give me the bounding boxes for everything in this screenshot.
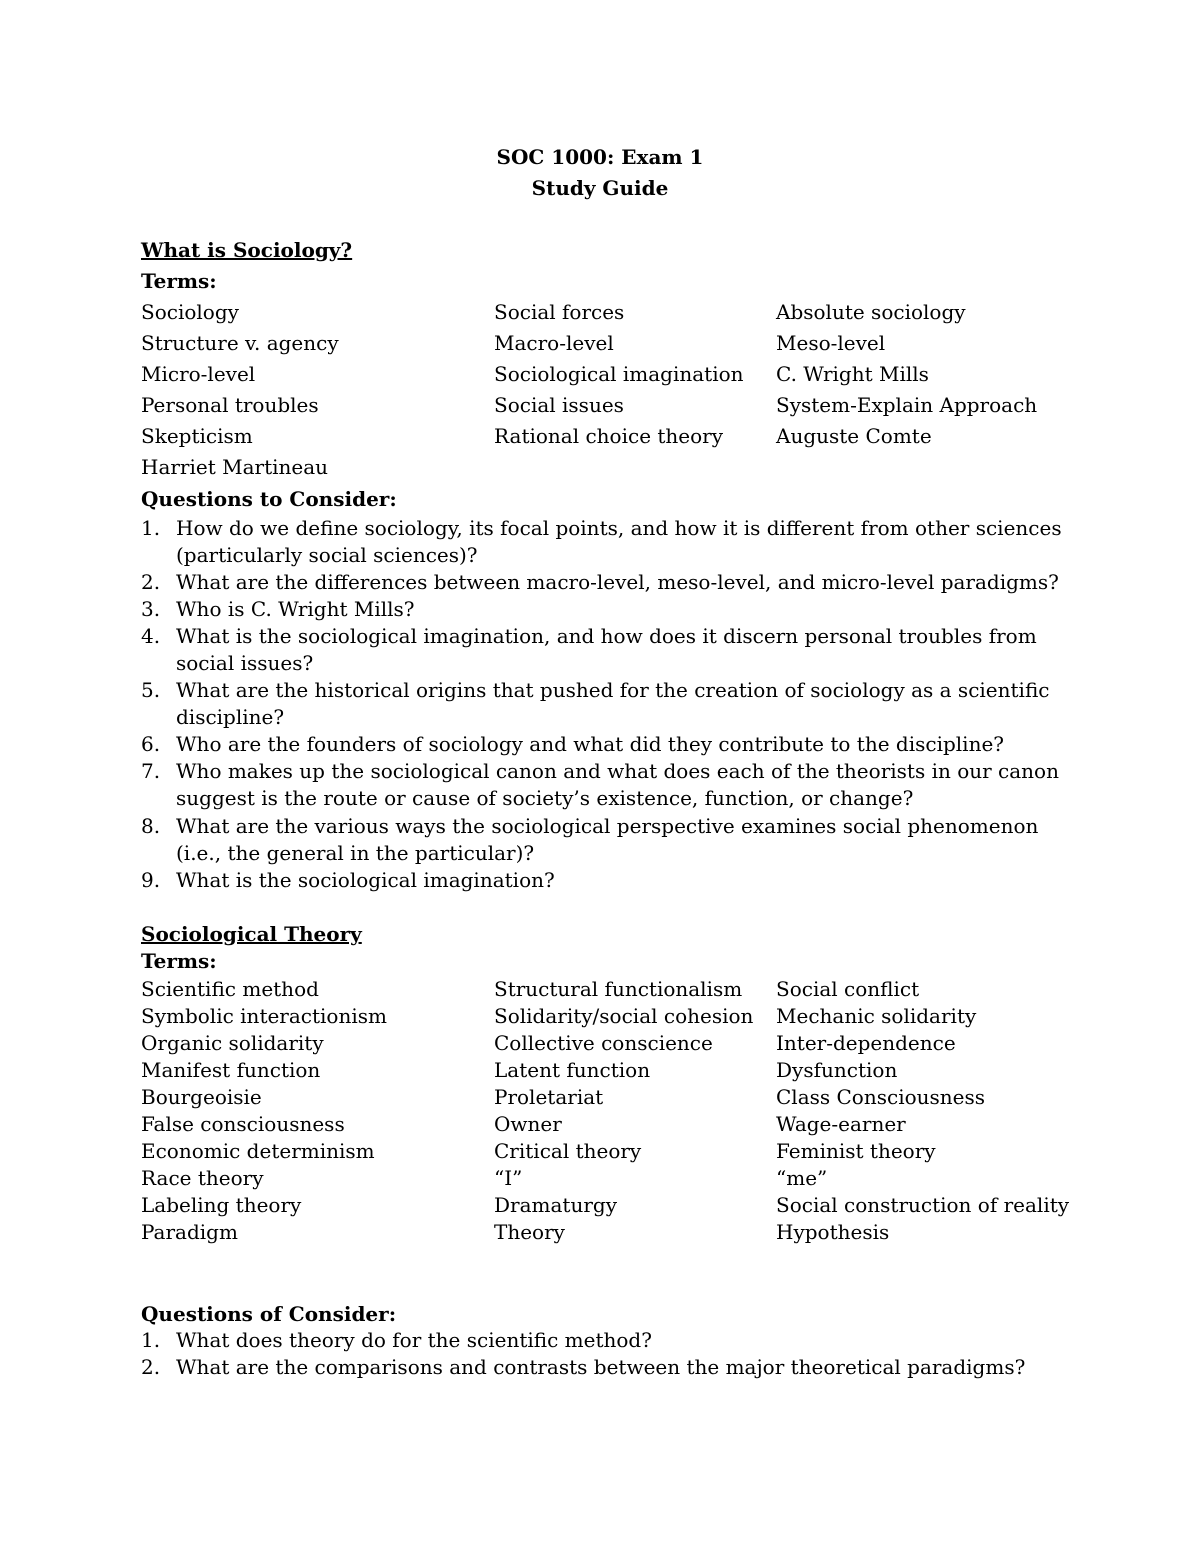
question-number: 2. <box>141 1355 161 1379</box>
term-item: “I” <box>494 1166 523 1190</box>
question-number: 3. <box>141 597 161 621</box>
term-item: Inter-dependence <box>776 1031 956 1055</box>
term-item: Theory <box>494 1220 565 1244</box>
term-item: “me” <box>776 1166 828 1190</box>
terms-label: Terms: <box>141 949 217 973</box>
term-item: Structural functionalism <box>494 977 743 1001</box>
terms-label: Terms: <box>141 269 217 293</box>
term-item: System-Explain Approach <box>776 393 1038 417</box>
question-item <box>141 569 1071 596</box>
term-item: Macro-level <box>494 331 614 355</box>
question-item <box>141 731 1071 758</box>
term-item: Personal troubles <box>141 393 319 417</box>
question-text: How do we define sociology, its focal points, and how it is different from other sciences (particularly social sciences)? <box>176 516 1062 567</box>
question-text: What is the sociological imagination, and how does it discern personal troubles from social issues? <box>176 624 1037 675</box>
question-item <box>141 596 1071 623</box>
term-item: Social construction of reality <box>776 1193 1070 1217</box>
question-number: 1. <box>141 516 161 540</box>
term-item: Absolute sociology <box>776 300 966 324</box>
question-text: What does theory do for the scientific method? <box>176 1328 652 1352</box>
term-item: Harriet Martineau <box>141 455 329 479</box>
question-item <box>141 515 1071 569</box>
question-item <box>141 1354 1071 1381</box>
term-item: Auguste Comte <box>776 424 932 448</box>
term-item: Rational choice theory <box>494 424 724 448</box>
question-item <box>141 867 1071 894</box>
term-item: Manifest function <box>141 1058 321 1082</box>
question-text: What are the comparisons and contrasts between the major theoretical paradigms? <box>176 1355 1026 1379</box>
section-heading-sociological-theory: Sociological Theory <box>141 922 362 946</box>
question-number: 6. <box>141 732 161 756</box>
questions-label: Questions to Consider: <box>141 487 397 511</box>
question-number: 1. <box>141 1328 161 1352</box>
term-item: Latent function <box>494 1058 651 1082</box>
term-item: Social issues <box>494 393 624 417</box>
term-item: C. Wright Mills <box>776 362 929 386</box>
question-number: 7. <box>141 759 161 783</box>
question-text: Who makes up the sociological canon and what does each of the theorists in our canon suggest is the route or cause of society’s existence, function, or change? <box>176 759 1059 810</box>
section-heading-what-is-sociology: What is Sociology? <box>141 238 353 262</box>
document-subtitle: Study Guide <box>531 176 669 200</box>
question-number: 8. <box>141 814 161 838</box>
question-text: What are the historical origins that pushed for the creation of sociology as a scientific discipline? <box>176 678 1050 729</box>
question-text: What is the sociological imagination? <box>176 868 555 892</box>
term-item: Sociology <box>141 300 239 324</box>
term-item: False consciousness <box>141 1112 345 1136</box>
question-item <box>141 623 1071 677</box>
term-item: Sociological imagination <box>494 362 744 386</box>
question-number: 4. <box>141 624 161 648</box>
term-item: Social forces <box>494 300 625 324</box>
term-item: Hypothesis <box>776 1220 890 1244</box>
term-item: Meso-level <box>776 331 886 355</box>
term-item: Social conflict <box>776 977 920 1001</box>
term-item: Micro-level <box>141 362 256 386</box>
term-item: Labeling theory <box>141 1193 302 1217</box>
term-item: Wage-earner <box>776 1112 906 1136</box>
term-item: Dramaturgy <box>494 1193 617 1217</box>
term-item: Scientific method <box>141 977 319 1001</box>
term-item: Dysfunction <box>776 1058 898 1082</box>
term-item: Structure v. agency <box>141 331 339 355</box>
term-item: Bourgeoisie <box>141 1085 262 1109</box>
term-item: Class Consciousness <box>776 1085 986 1109</box>
term-item: Feminist theory <box>776 1139 936 1163</box>
term-item: Proletariat <box>494 1085 604 1109</box>
question-item <box>141 1327 1071 1354</box>
question-item <box>141 677 1071 731</box>
question-text: What are the various ways the sociological perspective examines social phenomenon (i.e., the general in the particular)? <box>176 814 1039 865</box>
term-item: Symbolic interactionism <box>141 1004 387 1028</box>
term-item: Solidarity/social cohesion <box>494 1004 754 1028</box>
question-text: Who are the founders of sociology and what did they contribute to the discipline? <box>176 732 1005 756</box>
question-number: 9. <box>141 868 161 892</box>
question-item <box>141 813 1071 867</box>
term-item: Collective conscience <box>494 1031 713 1055</box>
term-item: Critical theory <box>494 1139 642 1163</box>
term-item: Race theory <box>141 1166 264 1190</box>
term-item: Paradigm <box>141 1220 238 1244</box>
term-item: Skepticism <box>141 424 253 448</box>
term-item: Mechanic solidarity <box>776 1004 977 1028</box>
document-title: SOC 1000: Exam 1 <box>496 145 704 169</box>
question-number: 5. <box>141 678 161 702</box>
term-item: Organic solidarity <box>141 1031 324 1055</box>
term-item: Economic determinism <box>141 1139 375 1163</box>
question-text: Who is C. Wright Mills? <box>176 597 415 621</box>
question-text: What are the differences between macro-level, meso-level, and micro-level paradigms? <box>176 570 1059 594</box>
questions-label: Questions of Consider: <box>141 1302 397 1326</box>
term-item: Owner <box>494 1112 562 1136</box>
question-item <box>141 758 1071 812</box>
question-number: 2. <box>141 570 161 594</box>
